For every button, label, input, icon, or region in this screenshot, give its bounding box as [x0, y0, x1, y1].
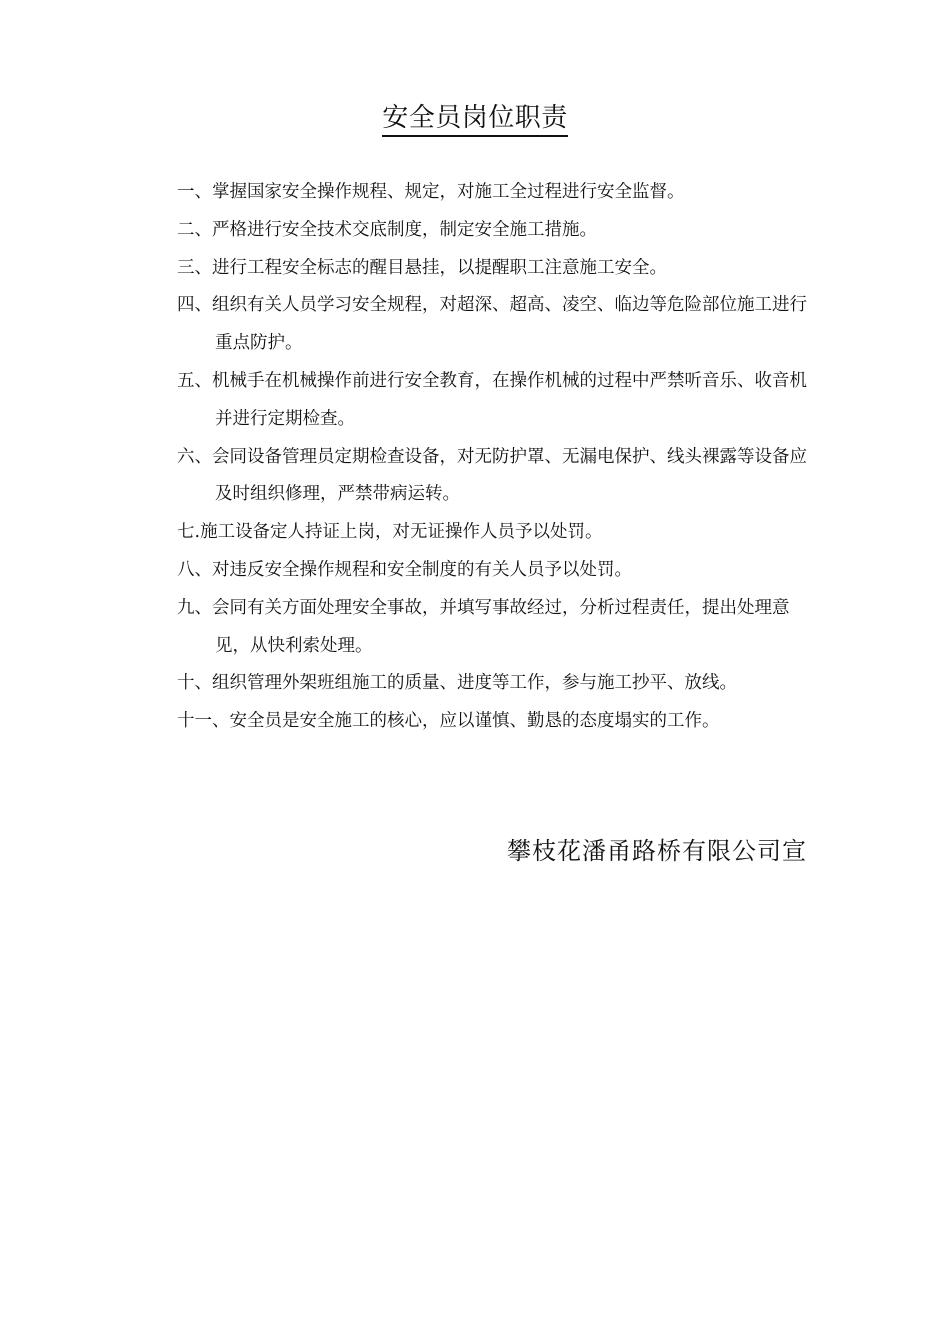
document-title-wrap [0, 98, 950, 138]
duty-item: 九、会同有关方面处理安全事故，并填写事故经过，分析过程责任，提出处理意见，从快利索处理。 [177, 597, 790, 656]
duty-item: 八、对违反安全操作规程和安全制度的有关人员予以处罚。 [177, 559, 632, 580]
duty-item: 二、严格进行安全技术交底制度，制定安全施工措施。 [177, 219, 597, 240]
duty-item: 十、组织管理外架班组施工的质量、进度等工作，参与施工抄平、放线。 [177, 673, 737, 694]
duty-list [177, 174, 817, 741]
company-signature: 攀枝花潘甬路桥有限公司宣 [507, 837, 807, 865]
duty-item: 三、进行工程安全标志的醒目悬挂，以提醒职工注意施工安全。 [177, 257, 667, 278]
duty-item: 七.施工设备定人持证上岗，对无证操作人员予以处罚。 [177, 522, 603, 543]
document-title: 安全员岗位职责 [382, 101, 568, 137]
duty-item: 四、组织有关人员学习安全规程，对超深、超高、凌空、临边等危险部位施工进行重点防护。 [177, 295, 807, 354]
duty-item: 五、机械手在机械操作前进行安全教育，在操作机械的过程中严禁听音乐、收音机并进行定期检查。 [177, 370, 807, 429]
duty-item: 六、会同设备管理员定期检查设备，对无防护罩、无漏电保护、线头裸露等设备应及时组织修理，严禁带病运转。 [177, 446, 807, 505]
duty-item: 十一、安全员是安全施工的核心，应以谨慎、勤恳的态度塌实的工作。 [177, 711, 720, 732]
duty-item: 一、掌握国家安全操作规程、规定，对施工全过程进行安全监督。 [177, 182, 685, 202]
